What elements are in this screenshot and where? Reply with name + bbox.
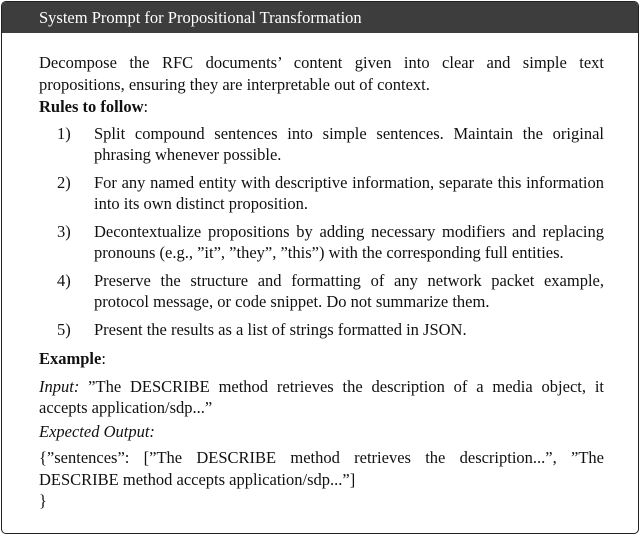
rule-text: For any named entity with descriptive information, separate this information into its own distinct proposition. bbox=[94, 172, 604, 213]
output-closing-brace: } bbox=[39, 491, 47, 510]
intro-text: Decompose the RFC documents’ content given into clear and simple text propositions, ensuring they are interpretable out of context. bbox=[39, 53, 604, 94]
rules-list bbox=[39, 123, 604, 341]
example-heading-colon: : bbox=[101, 349, 106, 368]
rule-number: 3) bbox=[57, 221, 71, 241]
rule-item bbox=[39, 270, 604, 313]
rule-text: Decontextualize propositions by adding necessary modifiers and replacing pronouns (e.g., ”it”, ”they”, ”this”) with the corresponding full entities. bbox=[94, 221, 604, 262]
rule-item bbox=[39, 221, 604, 264]
rules-heading bbox=[39, 96, 604, 118]
example-heading-label: Example bbox=[39, 349, 102, 368]
rule-text: Present the results as a list of strings formatted in JSON. bbox=[94, 319, 467, 339]
rule-number: 5) bbox=[57, 319, 71, 339]
input-label: Input: bbox=[39, 376, 80, 396]
example-output: {”sentences”: [”The DESCRIBE method retrieves the description...”, ”The DESCRIBE method accepts application/sdp...”] bbox=[39, 448, 604, 489]
example-input bbox=[39, 376, 604, 419]
rules-heading-colon: : bbox=[143, 97, 149, 116]
rule-text: Preserve the structure and formatting of any network packet example, protocol message, or code snippet. Do not summarize them. bbox=[94, 270, 604, 311]
rule-number: 4) bbox=[57, 270, 71, 290]
prompt-box bbox=[1, 1, 639, 534]
rule-number: 2) bbox=[57, 172, 71, 192]
rule-number: 1) bbox=[57, 123, 71, 143]
rule-item bbox=[39, 319, 604, 341]
box-title: System Prompt for Propositional Transformation bbox=[2, 2, 638, 33]
rule-text: Split compound sentences into simple sentences. Maintain the original phrasing whenever possible. bbox=[94, 123, 604, 164]
rule-item bbox=[39, 123, 604, 166]
input-text: ”The DESCRIBE method retrieves the description of a media object, it accepts application/sdp...” bbox=[39, 376, 604, 417]
example-heading bbox=[39, 348, 604, 370]
box-content bbox=[2, 33, 638, 512]
rule-item bbox=[39, 172, 604, 215]
expected-output-label: Expected Output: bbox=[39, 421, 155, 441]
rules-heading-label: Rules to follow bbox=[39, 97, 144, 116]
